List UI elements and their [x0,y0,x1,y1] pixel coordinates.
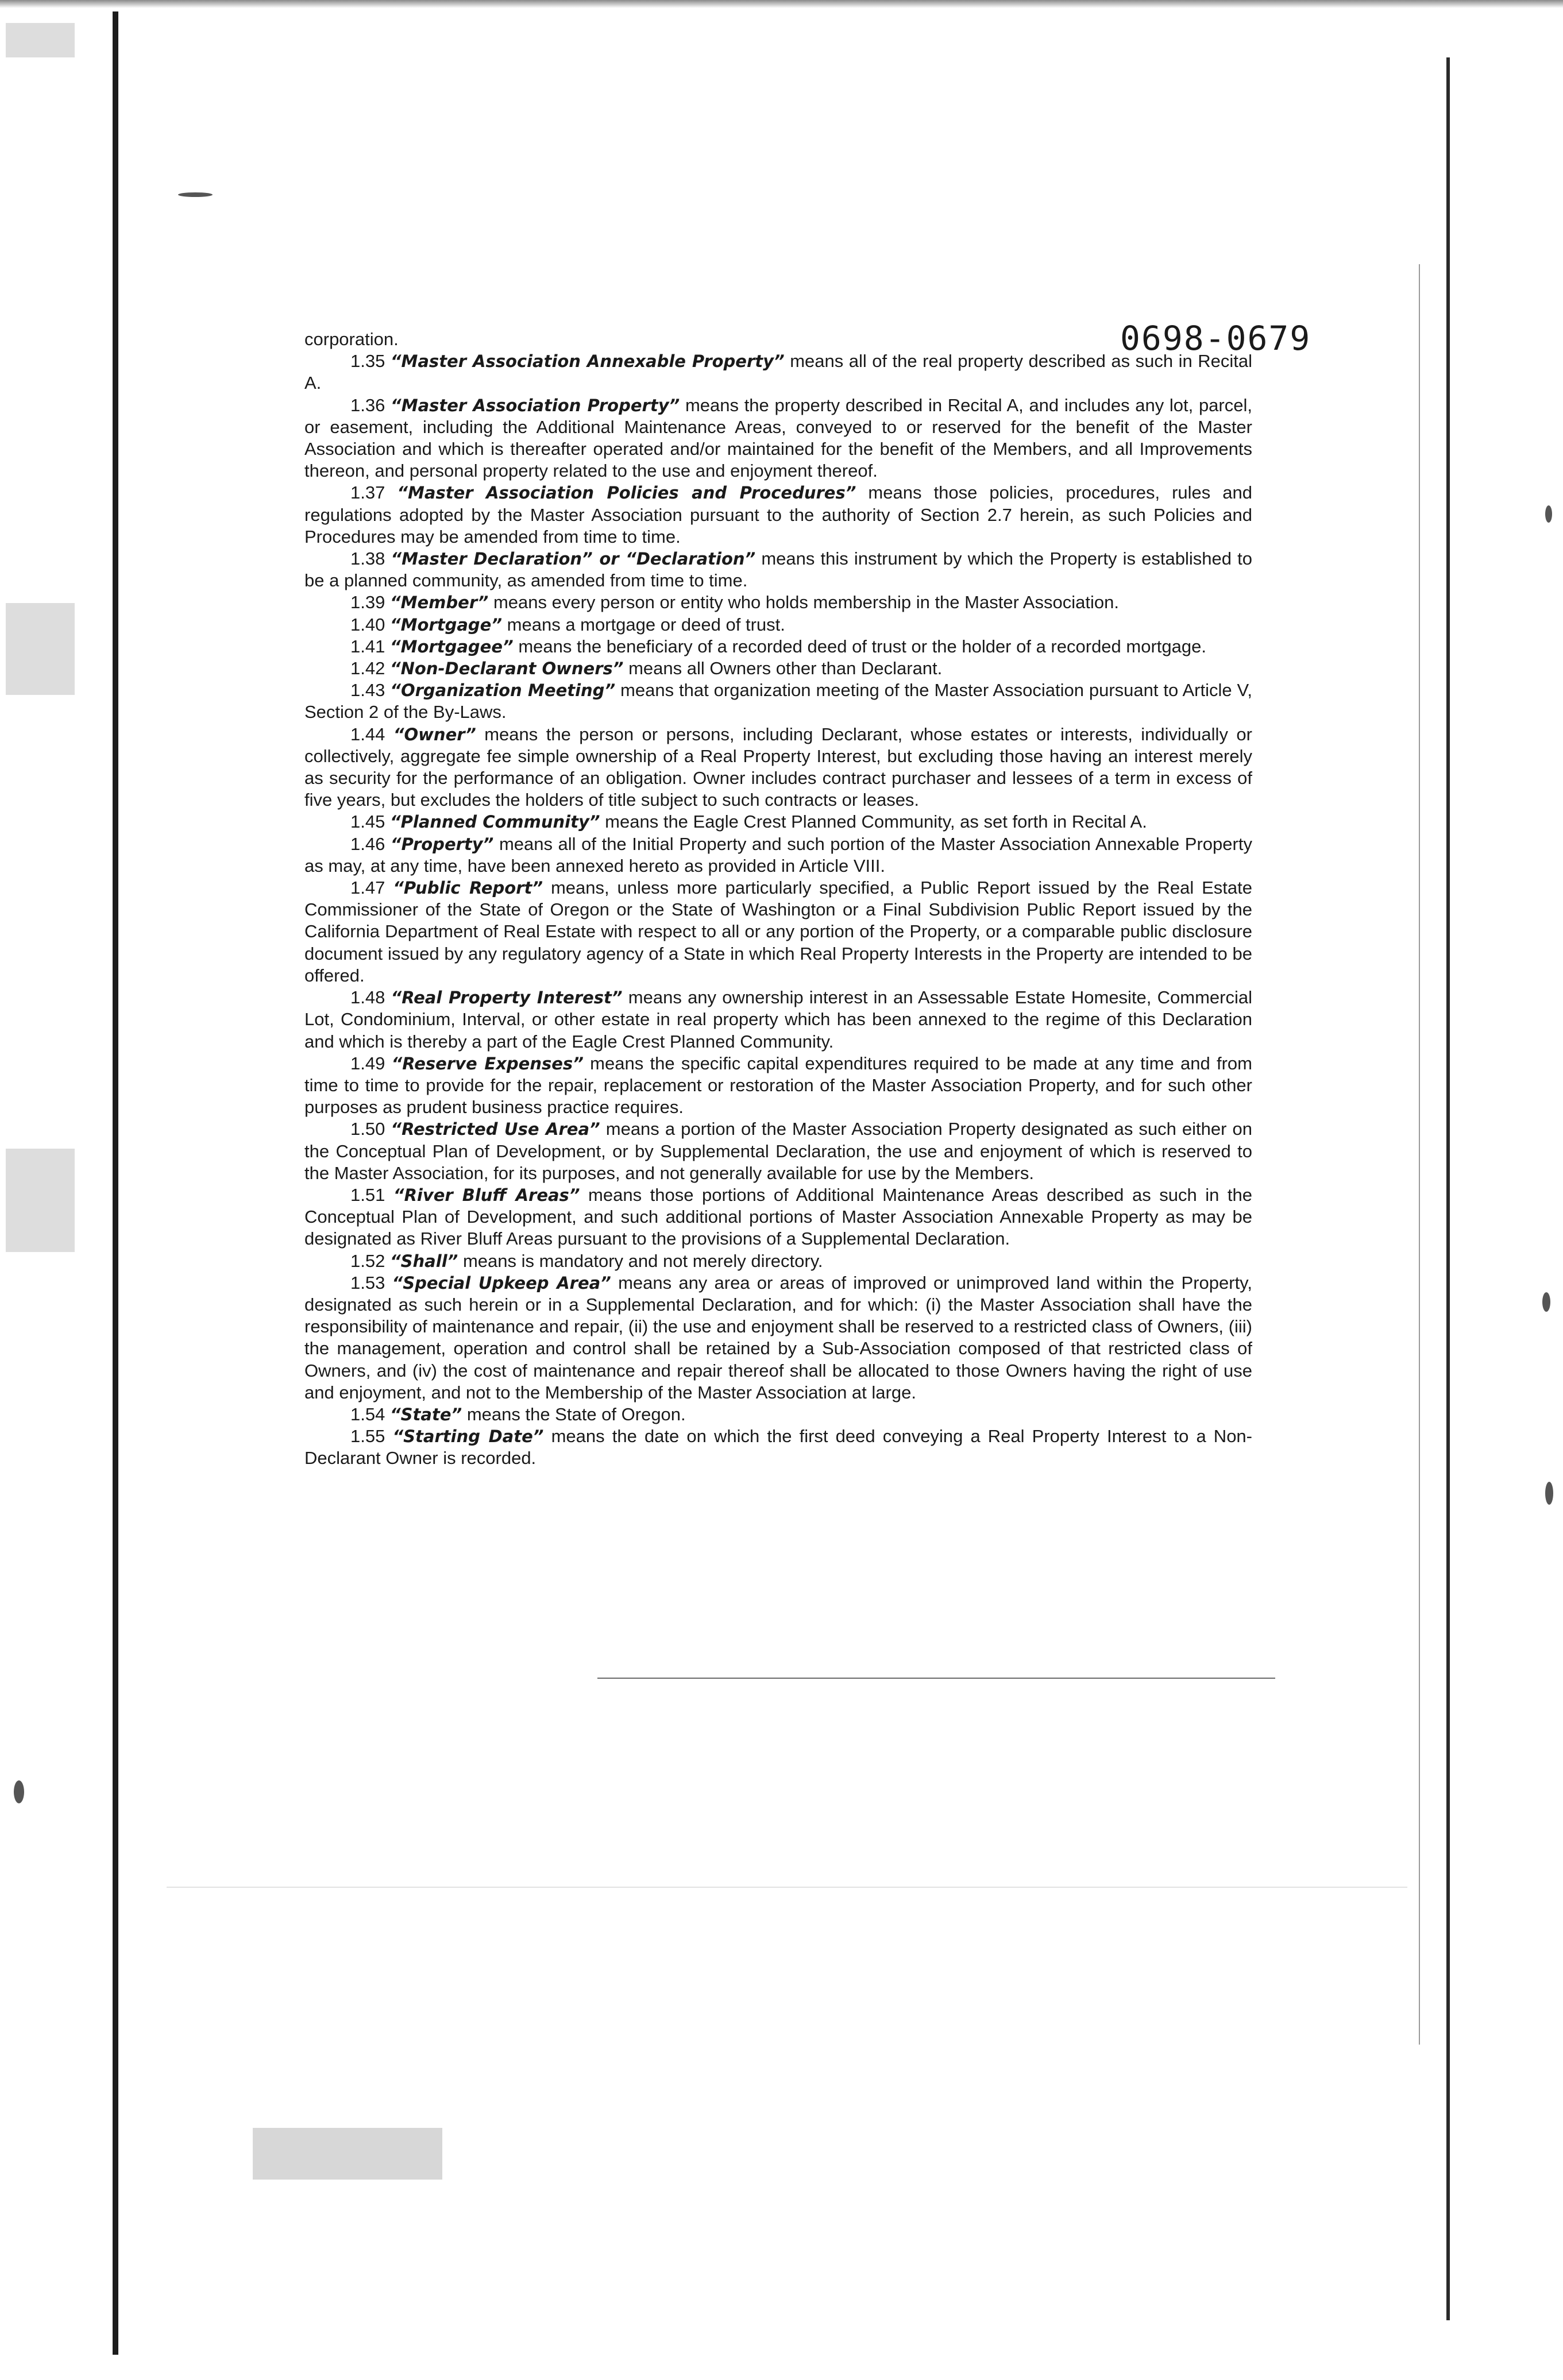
definition-number: 1.43 [350,680,385,701]
definition-term: “Shall” [389,1251,458,1271]
definition-term: “Organization Meeting” [390,681,616,701]
definition-item [304,1404,1252,1425]
opening-line: corporation. [304,329,399,349]
definition-term: “Special Upkeep Area” [392,1273,611,1293]
scan-speck [1545,505,1552,523]
definition-number: 1.51 [350,1184,385,1205]
definition-item [304,1250,1252,1272]
definition-item [304,724,1252,812]
definition-item [304,1425,1252,1469]
definition-item [304,1118,1252,1184]
definition-item [304,1184,1252,1250]
definition-term: “Mortgage” [389,615,503,635]
definition-number: 1.48 [350,987,385,1008]
definition-item [304,548,1252,592]
scan-left-border [113,11,118,2355]
definition-text: means those policies, procedures, rules and regulations adopted by the Master Association pursuant to the authority of Section 2.7 herein, as such Policies and Procedures may be amended from time to time. [304,482,1252,547]
scan-speck [1542,1292,1550,1312]
definition-term: “River Bluff Areas” [393,1185,580,1205]
definition-item [304,1053,1252,1119]
definition-term: “Member” [389,593,489,613]
definition-item [304,877,1252,987]
scan-speck [14,1780,24,1803]
definition-term: “Mortgagee” [389,636,514,656]
definition-term: “Property” [390,834,494,854]
definition-text: means those portions of Additional Maintenance Areas described as such in the Conceptual Plan of Development, and such additional portions of Master Association Annexable Property as may be designated as River Bluff Areas pursuant to the provisions of a Supplemental Declaration. [304,1184,1252,1249]
definition-number: 1.47 [350,878,385,898]
definition-number: 1.37 [350,482,385,503]
definition-item [304,482,1252,548]
definition-term: “Master Association Policies and Procedures” [397,483,856,503]
definition-term: “Public Report” [393,878,543,898]
definition-text: means the Eagle Crest Planned Community, as set forth in Recital A. [605,812,1147,832]
definition-number: 1.52 [350,1250,385,1271]
definition-text: means a portion of the Master Association Property designated as such either on the Conceptual Plan of Development, or by Supplemental Declaration, the use and enjoyment of which is reserved to the Master Association, for its purposes, and not generally available for use by the Members. [304,1119,1252,1183]
scan-speck [178,192,213,197]
scan-speck [1545,1482,1553,1505]
definition-text: means a mortgage or deed of trust. [507,614,785,635]
closing-underline [597,1678,1275,1679]
scan-stain [253,2128,442,2180]
definition-number: 1.39 [350,592,385,613]
definition-item [304,658,1252,679]
definition-number: 1.49 [350,1053,385,1073]
definition-text: means that organization meeting of the Master Association pursuant to Article V, Section 2 of the By-Laws. [304,680,1252,722]
definition-item [304,395,1252,482]
scan-faint-rule [167,1887,1407,1888]
definition-number: 1.46 [350,833,385,854]
definitions-list [304,350,1252,1469]
definition-item [304,987,1252,1053]
definition-number: 1.54 [350,1404,385,1424]
definition-text: means every person or entity who holds membership in the Master Association. [493,592,1119,613]
definition-number: 1.40 [350,614,385,635]
definition-text: means all of the Initial Property and such portion of the Master Association Annexable Property as may, at any time, have been annexed hereto as provided in Article VIII. [304,833,1252,876]
definition-text: means all Owners other than Declarant. [628,658,943,679]
definition-text: means, unless more particularly specified, a Public Report issued by the Real Estate Commissioner of the State of Oregon or the State of Washington or a Final Subdivision Public Report issued by the California Department of Real Estate with respect to all or any portion of the Property, or a comparable public disclosure document issued by any regulatory agency of a State in which Real Property Interests in the Property are intended to be offered. [304,878,1252,986]
definition-text: means this instrument by which the Property is established to be a planned community, as amended from time to time. [304,548,1252,591]
definition-number: 1.55 [350,1426,385,1447]
definition-number: 1.42 [350,658,385,679]
definition-term: “Master Declaration” or “Declaration” [391,549,756,569]
definition-number: 1.45 [350,812,385,832]
definition-item [304,811,1252,833]
scan-noise [6,23,75,57]
definition-term: “Restricted Use Area” [391,1119,600,1139]
definition-text: means all of the real property described as such in Recital A. [304,351,1252,393]
scan-noise [6,1149,75,1252]
definition-term: “Starting Date” [392,1427,544,1447]
definition-text: means the date on which the first deed conveying a Real Property Interest to a Non-Declarant Owner is recorded. [304,1426,1252,1469]
definition-item [304,833,1252,877]
document-body [304,329,1252,1470]
definition-text: means the property described in Recital A, and includes any lot, parcel, or easement, including the Additional Maintenance Areas, conveyed to or reserved for the benefit of the Master Association and which is thereafter operated and/or maintained for the benefit of the Members, and all Improvements thereon, and personal property related to the use and enjoyment thereof. [304,395,1252,481]
document-page-stamp: 0698-0679 [1120,319,1311,358]
scan-top-edge [0,0,1563,8]
definition-term: “Reserve Expenses” [391,1053,584,1073]
definition-term: “Master Association Property” [391,395,680,415]
definition-number: 1.41 [350,636,385,656]
definition-term: “Owner” [393,724,476,744]
definition-text: means any ownership interest in an Assessable Estate Homesite, Commercial Lot, Condominium, Interval, or other estate in real property which has been annexed to the regime of this Declaration and which is thereby a part of the Eagle Crest Planned Community. [304,987,1252,1052]
definition-term: “Real Property Interest” [391,988,623,1008]
scan-noise [6,603,75,695]
definition-number: 1.35 [350,351,385,372]
scan-right-line [1419,264,1420,2045]
definition-number: 1.53 [350,1272,385,1293]
definition-number: 1.36 [350,395,385,415]
definition-text: means any area or areas of improved or unimproved land within the Property, designated as such herein or in a Supplemental Declaration, and for which: (i) the Master Association shall have the responsibility of maintenance and repair, (ii) the use and enjoyment shall be reserved to a restricted class of Owners, (iii) the management, operation and control shall be retained by a Sub-Association composed of that restricted class of Owners, and (iv) the cost of maintenance and repair thereof shall be allocated to those Owners having the right of use and enjoyment, and not to the Membership of the Master Association at large. [304,1272,1252,1402]
definition-item [304,614,1252,636]
definition-term: “Non-Declarant Owners” [389,659,624,679]
definition-item [304,636,1252,658]
definition-item [304,1272,1252,1404]
definition-number: 1.44 [350,724,385,744]
definition-term: “State” [389,1404,462,1424]
definition-item [304,592,1252,613]
definition-text: means the beneficiary of a recorded deed of trust or the holder of a recorded mortgage. [518,636,1206,656]
definition-number: 1.38 [350,548,385,569]
definition-term: “Planned Community” [389,812,600,832]
definition-term: “Master Association Annexable Property” [390,351,785,372]
definition-item [304,350,1252,394]
definition-text: means the specific capital expenditures required to be made at any time and from time to time to provide for the repair, replacement or restoration of the Master Association Property, and for such other purposes as prudent business practice requires. [304,1053,1252,1118]
definition-item [304,679,1252,723]
definition-text: means the person or persons, including Declarant, whose estates or interests, individually or collectively, aggregate fee simple ownership of a Real Property Interest, but excluding those having an interest merely as security for the performance of an obligation. Owner includes contract purchaser and lessees of a term in excess of five years, but excludes the holders of title subject to such contracts or leases. [304,724,1252,810]
definition-text: means the State of Oregon. [466,1404,686,1424]
definition-number: 1.50 [350,1119,385,1139]
definition-text: means is mandatory and not merely directory. [462,1250,823,1271]
scan-right-border [1446,57,1450,2320]
